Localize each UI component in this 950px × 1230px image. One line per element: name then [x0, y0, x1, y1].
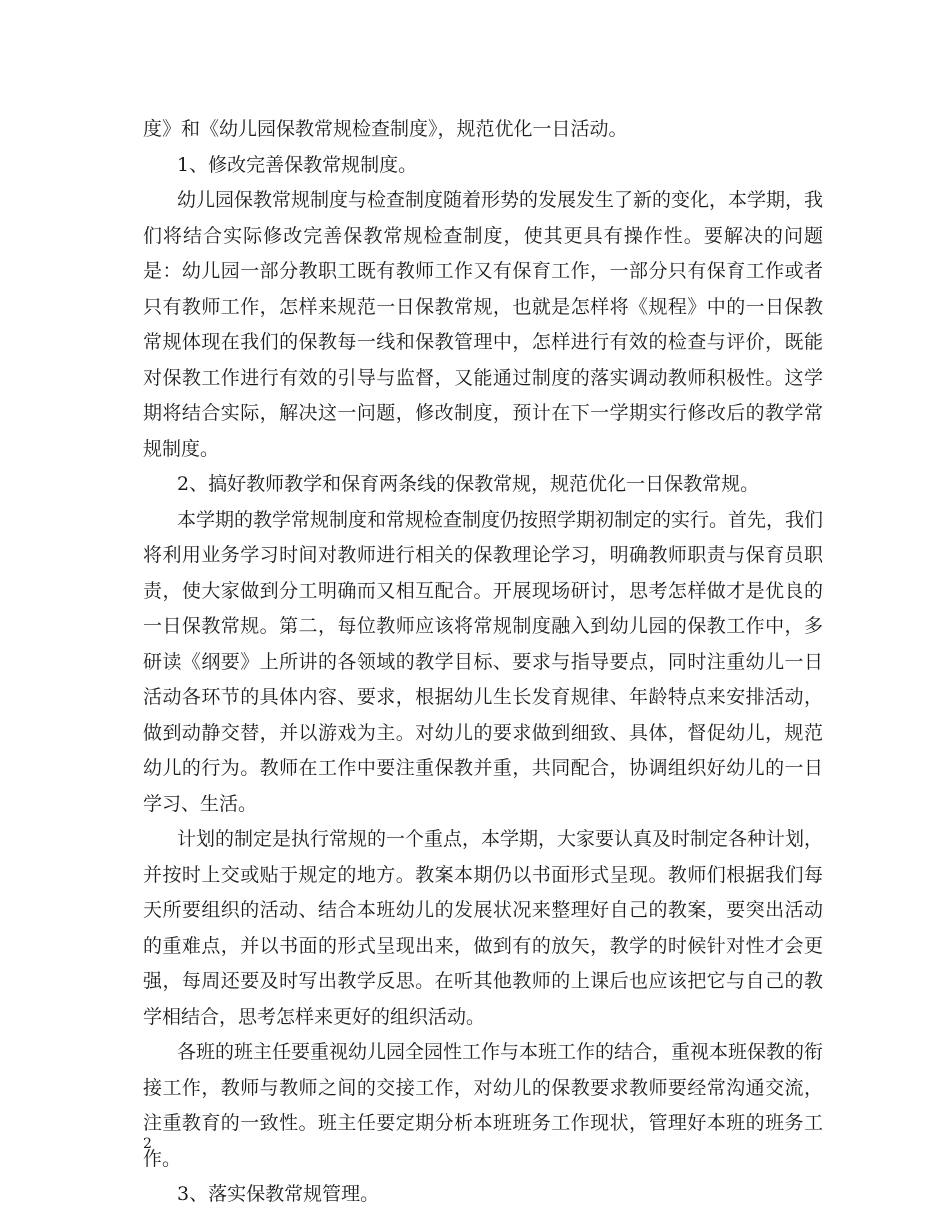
document-body: [143, 112, 823, 1213]
paragraph-4: 计划的制定是执行常规的一个重点，本学期，大家要认真及时制定各种计划，并按时上交或贴于规定的地方。教案本期仍以书面形式呈现。教师们根据我们每天所要组织的活动、结合本班幼儿的发展状况来整理好自己的教案，要突出活动的重难点，并以书面的形式呈现出来，做到有的放矢，教学的时候针对性才会更强，每周还要及时写出教学反思。在听其他教师的上课后也应该把它与自己的教学相结合，思考怎样来更好的组织活动。: [143, 828, 824, 1028]
section-heading-3: 3、落实保教常规管理。: [177, 1183, 380, 1205]
paragraph-5: 各班的班主任要重视幼儿园全园性工作与本班工作的结合，重视本班保教的衔接工作，教师与教师之间的交接工作，对幼儿的保教要求教师要经常沟通交流，注重教育的一致性。班主任要定期分析本班班务工作现状，管理好本班的班务工作。: [143, 1041, 824, 1170]
paragraph-1: 度》和《幼儿园保教常规检查制度》，规范优化一日活动。: [143, 118, 628, 140]
section-heading-1: 1、修改完善保教常规制度。: [177, 153, 418, 176]
section-heading-2: 2、搞好教师教学和保育两条线的保教常规，规范优化一日保教常规。: [177, 473, 760, 495]
page-number: 2: [143, 1136, 152, 1152]
paragraph-2: 幼儿园保教常规制度与检查制度随着形势的发展发生了新的变化，本学期，我们将结合实际修改完善保教常规检查制度，使其更具有操作性。要解决的问题是：幼儿园一部分教职工既有教师工作又有保育工作，一部分只有保育工作或者只有教师工作，怎样来规范一日保教常规，也就是怎样将《规程》中的一日保教常规体现在我们的保教每一线和保教管理中，怎样进行有效的检查与评价，既能对保教工作进行有效的引导与监督，又能通过制度的落实调动教师积极性。这学期将结合实际，解决这一问题，修改制度，预计在下一学期实行修改后的教学常规制度。: [143, 189, 824, 460]
paragraph-3: 本学期的教学常规制度和常规检查制度仍按照学期初制定的实行。首先，我们将利用业务学习时间对教师进行相关的保教理论学习，明确教师职责与保育员职责，使大家做到分工明确而又相互配合。开展现场研讨，思考怎样做才是优良的一日保教常规。第二，每位教师应该将常规制度融入到幼儿园的保教工作中，多研读《纲要》上所讲的各领域的教学目标、要求与指导要点，同时注重幼儿一日活动各环节的具体内容、要求，根据幼儿生长发育规律、年龄特点来安排活动，做到动静交替，并以游戏为主。对幼儿的要求做到细致、具体，督促幼儿，规范幼儿的行为。教师在工作中要注重保教并重，共同配合，协调组织好幼儿的一日学习、生活。: [143, 508, 824, 815]
